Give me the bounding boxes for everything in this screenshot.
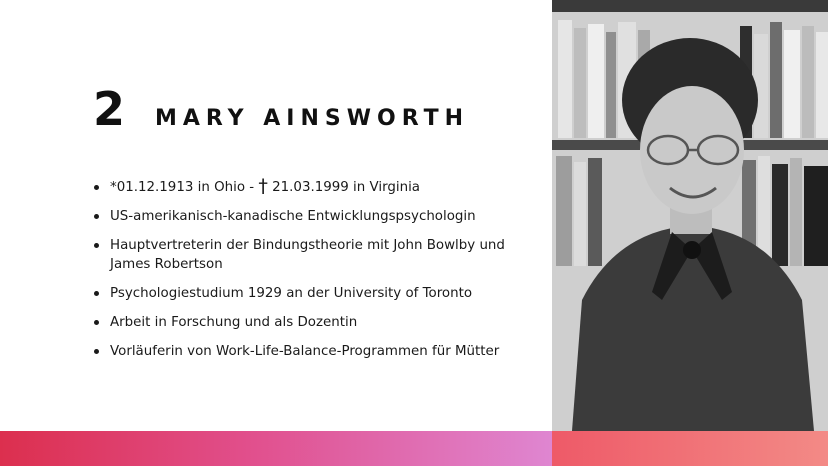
- bullet-work-life-balance: [93, 342, 513, 361]
- bullet-dot: [94, 349, 99, 354]
- bullet-dot: [94, 243, 99, 248]
- death-text: 21.03.1999 in Virginia: [267, 180, 421, 195]
- bullet-study: [93, 284, 513, 303]
- bullet-list: [93, 175, 513, 371]
- portrait-photo: [552, 0, 828, 431]
- bullet-dot: [94, 320, 99, 325]
- bullet-dot: [94, 185, 99, 190]
- bullet-text: US-amerikanisch-kanadische Entwicklungspsychologin: [110, 209, 476, 224]
- person-name: MARY AINSWORTH: [155, 106, 470, 131]
- portrait-illustration: [552, 0, 828, 431]
- slide-number: 2: [93, 82, 126, 136]
- slide-title: [93, 82, 470, 136]
- footer-gradient-bar-left: [0, 431, 552, 466]
- death-cross-icon: †: [258, 175, 268, 197]
- bullet-work: [93, 313, 513, 332]
- birth-text: *01.12.1913 in Ohio -: [110, 180, 259, 195]
- bullet-nationality: [93, 207, 513, 226]
- bullet-text: Hauptvertreterin der Bindungstheorie mit John Bowlby und James Robertson: [110, 238, 505, 272]
- bullet-dot: [94, 214, 99, 219]
- bullet-dot: [94, 291, 99, 296]
- bullet-text: Vorläuferin von Work-Life-Balance-Programmen für Mütter: [110, 344, 500, 359]
- bullet-text: Arbeit in Forschung und als Dozentin: [110, 315, 358, 330]
- bullet-text: Psychologiestudium 1929 an der University of Toronto: [110, 286, 473, 301]
- bullet-life-dates: [93, 175, 513, 197]
- bullet-attachment-theory: [93, 236, 513, 274]
- footer-gradient-bar-right: [552, 431, 828, 466]
